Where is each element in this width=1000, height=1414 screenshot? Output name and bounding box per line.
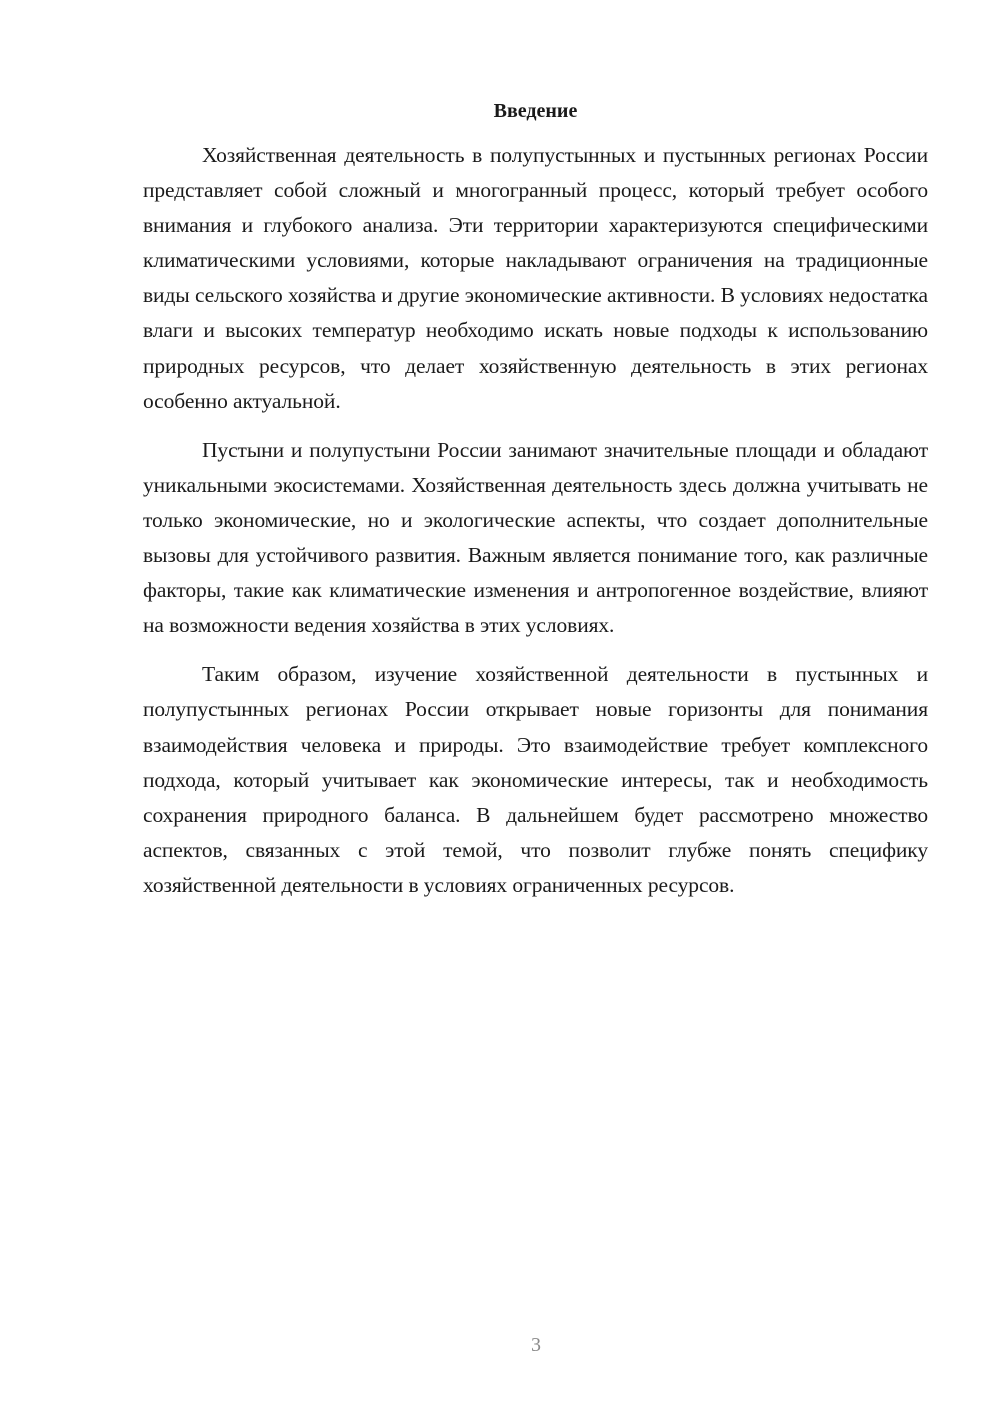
section-title: Введение: [493, 100, 578, 122]
page-number: 3: [531, 1334, 541, 1356]
paragraph-3: Таким образом, изучение хозяйственной деятельности в пустынных и полупустынных регионах России открывает новые горизонты для понимания взаимодействия человека и природы. Это взаимодействие требует комплексного подхода, который учитывает как экономические интересы, так и необходимость сохранения природного баланса. В дальнейшем будет рассмотрено множество аспектов, связанных с этой темой, что позволит глубже понять специфику хозяйственной деятельности в условиях ограниченных ресурсов.: [143, 662, 928, 897]
document-page: [143, 96, 928, 917]
paragraph-1: Хозяйственная деятельность в полупустынных и пустынных регионах России представляет собой сложный и многогранный процесс, который требует особого внимания и глубокого анализа. Эти территории характеризуются специфическими климатическими условиями, которые накладывают ограничения на традиционные виды сельского хозяйства и другие экономические активности. В условиях недостатка влаги и высоких температур необходимо искать новые подходы к использованию природных ресурсов, что делает хозяйственную деятельность в этих регионах особенно актуальной.: [143, 143, 928, 413]
paragraph-2: Пустыни и полупустыни России занимают значительные площади и обладают уникальными экосистемами. Хозяйственная деятельность здесь должна учитывать не только экономические, но и экологические аспекты, что создает дополнительные вызовы для устойчивого развития. Важным является понимание того, как различные факторы, такие как климатические изменения и антропогенное воздействие, влияют на возможности ведения хозяйства в этих условиях.: [143, 437, 928, 638]
